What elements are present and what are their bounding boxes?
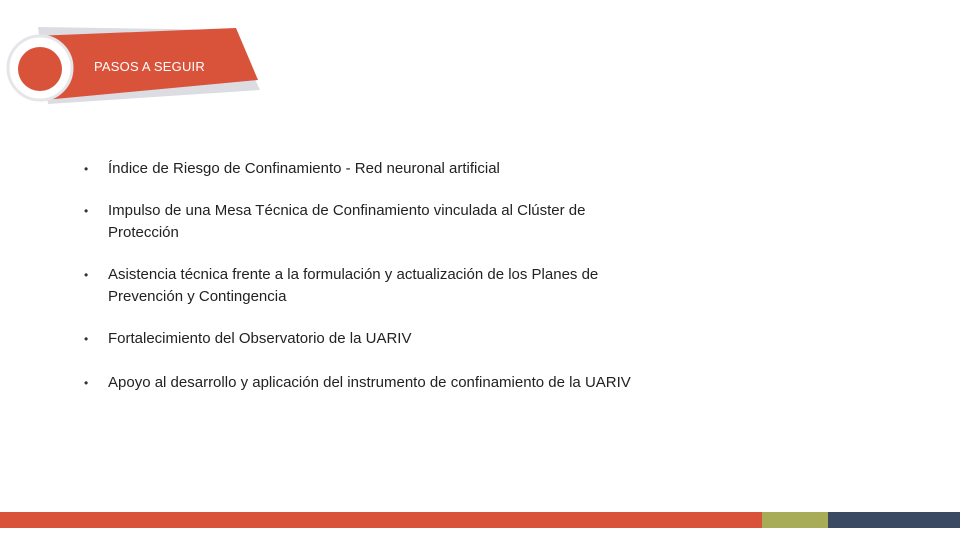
bullet-marker: •: [84, 268, 89, 282]
bullet-text: Índice de Riesgo de Confinamiento - Red neuronal artificial: [108, 160, 500, 177]
footer-bar-green: [762, 512, 828, 528]
banner-circle-icon: [18, 47, 62, 91]
bullet-marker: •: [84, 332, 89, 346]
list-item: [84, 264, 724, 308]
list-item: [84, 372, 724, 394]
bullet-text: Fortalecimiento del Observatorio de la UARIV: [108, 330, 412, 347]
bullet-text: Impulso de una Mesa Técnica de Confinamiento vinculada al Clúster de Protección: [108, 202, 586, 241]
footer-bar-navy: [828, 512, 960, 528]
bullet-marker: •: [84, 376, 89, 390]
bullet-text: Apoyo al desarrollo y aplicación del instrumento de confinamiento de la UARIV: [108, 374, 631, 391]
list-item: [84, 200, 724, 244]
section-banner: [0, 0, 280, 120]
bullet-marker: •: [84, 204, 89, 218]
footer-bar-red: [0, 512, 762, 528]
bullet-marker: •: [84, 162, 89, 176]
bullet-text: Asistencia técnica frente a la formulación y actualización de los Planes de Prevención y Contingencia: [108, 266, 599, 305]
bullet-list: [84, 158, 724, 394]
footer-color-bar: [0, 512, 960, 528]
page-title: PASOS A SEGUIR: [94, 59, 205, 74]
list-item: [84, 328, 724, 350]
list-item: [84, 158, 724, 180]
